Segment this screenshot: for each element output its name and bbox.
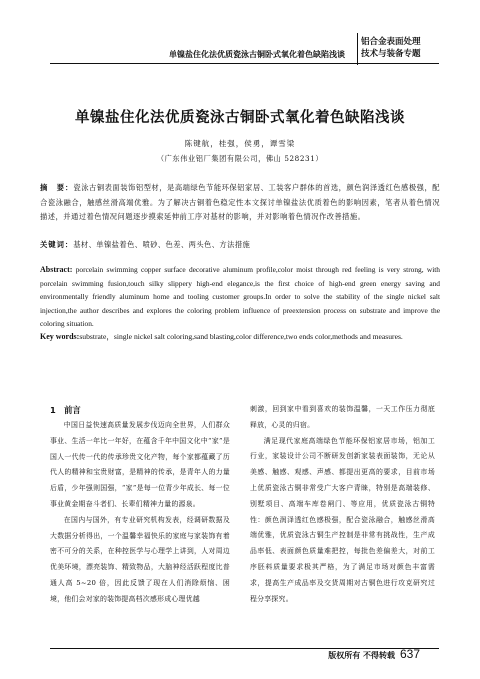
- footer-copyright: 版权所有 不得转载: [328, 651, 395, 660]
- header-rule: [50, 63, 439, 64]
- body-column-right: [250, 402, 435, 607]
- article-affiliation: （广东伟业铝厂集团有限公司，佛山 528231）: [156, 154, 324, 163]
- article-authors: 陈键航，桂强，侯勇，谭雪梁: [184, 139, 296, 148]
- footer-rule: [50, 648, 439, 649]
- journal-column-name: [361, 36, 439, 60]
- keywords-en-text: substrate，single nickel salt coloring,sand blasting,color difference,two ends color,methods and measures.: [79, 332, 403, 341]
- page-number: 637: [400, 647, 421, 661]
- keywords-en: [40, 331, 440, 342]
- running-title: 单镍盐住化法优质瓷泳古铜卧式氧化着色缺陷浅谈: [169, 50, 345, 59]
- section-heading: 1 前言: [50, 405, 81, 415]
- journal-line-2: 技术与装备专题: [361, 49, 421, 59]
- body-paragraph: 中国日益快速高质量发展步伐迈向全世界，人们群众事业、生活一年比一年好，在蕴含千年中国文化中“家”是国人一代传一代的传承珍贵文化产物，每个家都蕴藏了历代人的精神和宝贵财富，是精神的传承，是青年人的力量后盾，少年强则国强，“家”是每一位青少年成长、每一位事业黄金期奋斗者们、长辈们精神力量的源泉。: [50, 421, 230, 508]
- keywords-cn-label: 关键词：: [40, 240, 74, 249]
- journal-line-1: 铝合金表面处理: [361, 37, 421, 47]
- body-paragraph: 在国内与国外，有专业研究机构发表，经调研数据及大数据分析得出，一个温馨幸福快乐的家庭与家装饰有着密不可分的关系，在种控医学与心理学上讲到，人对周边优美环境，漂亮装饰、精致物品，大脑神经活跃程度比普通人高 5~20 倍，因此反馈了现在人们消除烦恼、困境，他们会对家的装饰提高档次感形成心理优越: [50, 515, 230, 603]
- keywords-en-label: Key words:: [40, 332, 80, 341]
- abstract-en-text: porcelain swimming copper surface decorative aluminum profile,color moist through red feeling is very strong, with porcelain swimming fusion,touch silky slippery high-end elegance,is the first choice of high-end green energy saving and environmentally friendly aluminum home and tooling customer groups.In order to solve the stability of the single nickel salt injection,the author describes and explores the coloring problem influence of preextension process on substrate and improve the coloring situation.: [40, 265, 441, 328]
- header-divider-vertical: [357, 33, 358, 65]
- abstract-cn: [40, 181, 440, 225]
- abstract-cn-label: 摘 要：: [40, 183, 74, 192]
- body-paragraph: 刺激，回到家中看到喜欢的装饰温馨，一天工作压力彻底释放，心灵的归宿。: [250, 405, 435, 429]
- abstract-en: [40, 263, 440, 331]
- body-column-left: [50, 418, 230, 608]
- abstract-cn-text: 瓷泳古铜表面装饰铝型材，是高端绿色节能环保铝家居、工装客户群体的首选，颜色润泽透红色感极强，配合瓷泳融合，触感丝滑高端优雅。为了解决古铜着色稳定性本文探讨单镍盐法优质着色的影响因素，笔者从着色情况描述，并通过着色情况问题逐步摸索延伸前工序对基材的影响，并对影响着色情况作改善措施。: [40, 183, 440, 222]
- keywords-cn: [40, 239, 440, 251]
- body-paragraph: 满足现代家庭高端绿色节能环保铝家居市场，铝加工行业，家装设计公司不断研发创新家装表面装饰，无论从美感、触感、观感、声感、都提出更高的要求，目前市场上优质瓷泳古铜非常受广大客户青睐，特别是高端装修、别墅项目、高端车库卷闸门、等应用，优质瓷泳古铜特性：颜色润泽透红色感极强，配合瓷泳融合，触感丝滑高端优雅，优质瓷泳古铜生产控制是非常有挑战性，生产成品率低、表面颜色质量难把控，每批色差偏差大，对前工序胚料质量要求极其严格，为了满足市场对颜色丰富需求，提高生产成品率及交货周期对古铜色进行攻克研究过程分享探究。: [250, 436, 435, 603]
- abstract-en-label: Abstract:: [40, 265, 73, 274]
- keywords-cn-text: 基材、单镍盐着色、喷砂、色差、两头色、方法措施: [73, 240, 251, 249]
- article-title: 单镍盐住化法优质瓷泳古铜卧式氧化着色缺陷浅谈: [75, 110, 405, 126]
